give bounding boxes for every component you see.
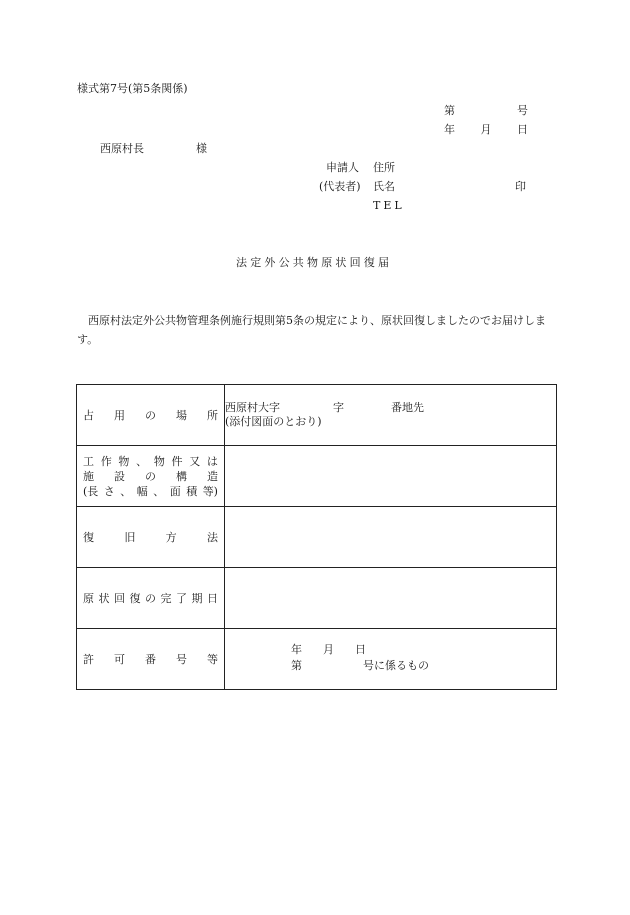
form-number: 様式第7号(第5条関係) bbox=[77, 82, 188, 95]
lot-number-label: 番地先 bbox=[391, 401, 424, 414]
label-char: 期 bbox=[191, 591, 203, 605]
label-char: 件 bbox=[171, 454, 183, 468]
label-char: 所 bbox=[207, 408, 218, 422]
representative-label: (代表者) bbox=[319, 180, 361, 193]
applicant-label: 申請人 bbox=[326, 161, 359, 174]
label-char: 又 bbox=[189, 454, 201, 468]
name-label: 氏名 bbox=[373, 180, 395, 193]
label-char: 号 bbox=[176, 652, 187, 666]
label-char: 面 bbox=[169, 484, 181, 498]
label-char: 工 bbox=[83, 454, 94, 468]
attachment-note: (添付図面のとおり) bbox=[225, 415, 322, 428]
permit-number-cell bbox=[225, 629, 557, 690]
addressee: 西原村長 bbox=[100, 142, 144, 155]
label-char: 施 bbox=[83, 469, 94, 483]
label-char: 番 bbox=[145, 652, 156, 666]
label-char: 、 bbox=[153, 484, 165, 498]
label-char: 設 bbox=[114, 469, 125, 483]
label-char: 完 bbox=[160, 591, 172, 605]
label-char: 等 bbox=[207, 652, 218, 666]
occupancy-location-cell bbox=[225, 385, 557, 446]
label-char: 回 bbox=[114, 591, 125, 605]
label-char: 占 bbox=[83, 408, 94, 422]
table-row bbox=[77, 385, 557, 446]
label-char: 状 bbox=[98, 591, 110, 605]
label-char: 幅 bbox=[136, 484, 148, 498]
label-char: 許 bbox=[83, 652, 94, 666]
label-char: の bbox=[145, 591, 156, 605]
label-char: 構 bbox=[176, 469, 187, 483]
label-cell bbox=[77, 446, 225, 507]
permit-day: 日 bbox=[355, 643, 366, 656]
label-char: 物 bbox=[118, 454, 130, 468]
number-suffix: 号 bbox=[517, 104, 528, 117]
label-char: 旧 bbox=[124, 530, 136, 544]
label-char: 法 bbox=[206, 530, 218, 544]
document-title: 法定外公共物原状回復届 bbox=[236, 256, 393, 269]
aza-label: 字 bbox=[333, 401, 344, 414]
document-date bbox=[444, 123, 528, 137]
label-char: さ bbox=[103, 484, 115, 498]
label-char: 復 bbox=[129, 591, 141, 605]
label-cell bbox=[77, 507, 225, 568]
date-year: 年 bbox=[444, 123, 455, 136]
number-prefix: 第 bbox=[444, 104, 455, 117]
document-number bbox=[444, 104, 528, 118]
label-char: 、 bbox=[136, 454, 148, 468]
table-row bbox=[77, 446, 557, 507]
label-char: 了 bbox=[176, 591, 187, 605]
label-char: は bbox=[206, 454, 218, 468]
label-char: 日 bbox=[207, 591, 218, 605]
label-char: 可 bbox=[114, 652, 125, 666]
label-char: 積 bbox=[186, 484, 198, 498]
label-cell bbox=[77, 385, 225, 446]
label-char: の bbox=[145, 408, 156, 422]
table-row bbox=[77, 629, 557, 690]
table-row bbox=[77, 507, 557, 568]
permit-no-suffix: 号に係るもの bbox=[363, 659, 429, 672]
label-char: 造 bbox=[207, 469, 218, 483]
table-row bbox=[77, 568, 557, 629]
label-char: 場 bbox=[176, 408, 187, 422]
seal-mark: 印 bbox=[515, 180, 526, 193]
body-text: 西原村法定外公共物管理条例施行規則第5条の規定により、原状回復しましたのでお届けします。 bbox=[77, 314, 546, 346]
label-char: 復 bbox=[83, 530, 94, 544]
label-char: の bbox=[145, 469, 156, 483]
permit-year: 年 bbox=[291, 643, 302, 656]
restoration-method-cell[interactable] bbox=[225, 507, 557, 568]
label-cell bbox=[77, 568, 225, 629]
label-char: 作 bbox=[100, 454, 112, 468]
label-char: 方 bbox=[165, 530, 177, 544]
label-char: 用 bbox=[114, 408, 125, 422]
structure-value-cell[interactable] bbox=[225, 446, 557, 507]
label-char: 原 bbox=[83, 591, 94, 605]
completion-date-cell[interactable] bbox=[225, 568, 557, 629]
date-month: 月 bbox=[480, 123, 492, 136]
honorific: 様 bbox=[196, 142, 207, 155]
village-area: 西原村大字 bbox=[225, 401, 280, 414]
permit-no-prefix: 第 bbox=[291, 659, 302, 672]
label-char: (長 bbox=[83, 484, 99, 498]
form-table bbox=[76, 384, 557, 690]
label-char: 、 bbox=[120, 484, 132, 498]
label-char: 等) bbox=[202, 484, 218, 498]
label-char: 物 bbox=[153, 454, 165, 468]
tel-label: TEL bbox=[373, 199, 405, 212]
permit-month: 月 bbox=[323, 643, 334, 656]
label-cell bbox=[77, 629, 225, 690]
address-label: 住所 bbox=[373, 161, 395, 174]
date-day: 日 bbox=[517, 123, 528, 136]
